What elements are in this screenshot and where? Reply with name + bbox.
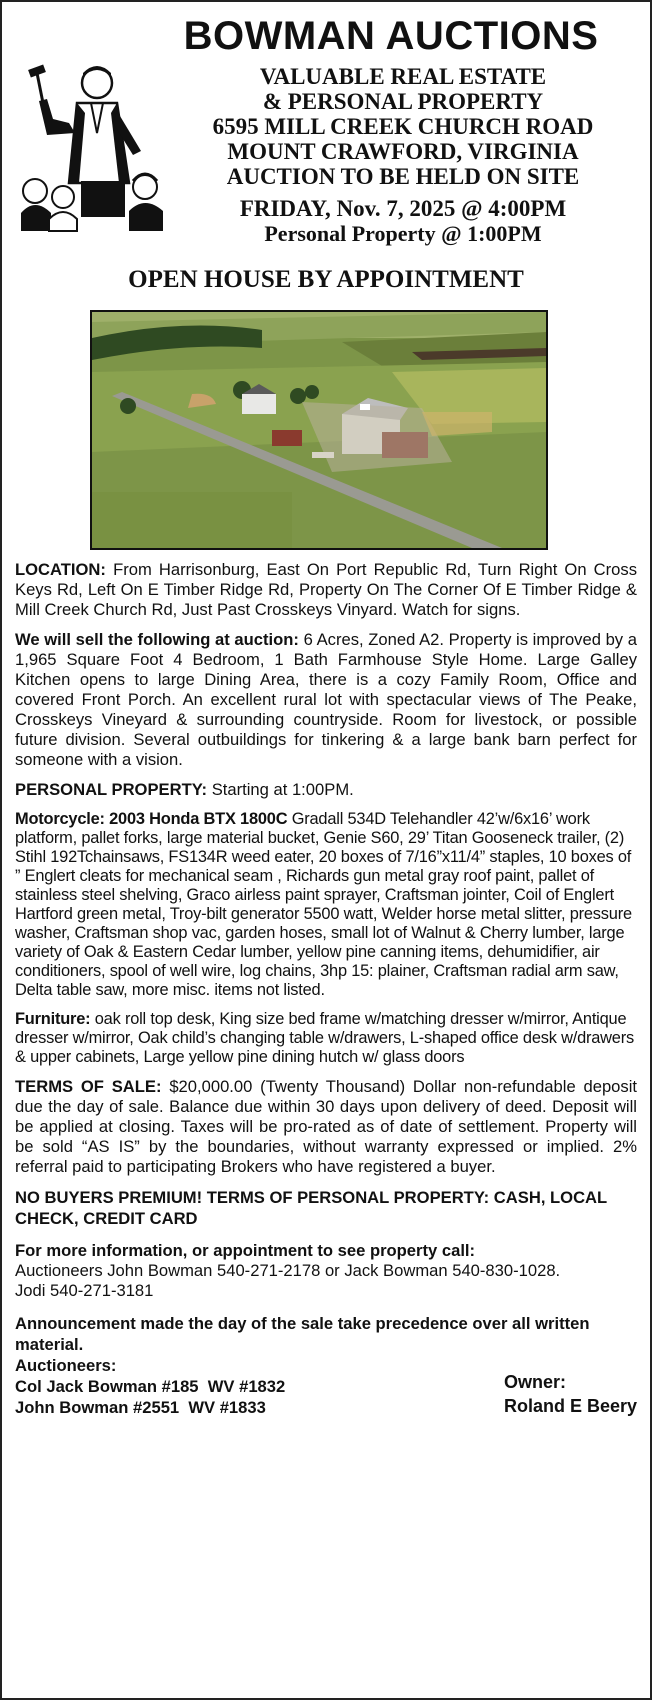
header-details — [175, 64, 631, 246]
sale-description-paragraph — [15, 630, 637, 770]
header — [15, 8, 637, 270]
header-line-real-estate: VALUABLE REAL ESTATE — [259, 64, 547, 89]
equipment-list: Gradall 534D Telehandler 42’w/6x16’ work platform, pallet forks, large material bucket, Genie S60, 29’ Titan Gooseneck trailer, (2) Stihl 192Tchainsaws, FS134R weed eater, 20 boxes of 7/16”x11/4” staples, 10 boxes of ” Englert cleats for mechanical seam , Richards gun metal gray roof paint, pallet of stainless steel shelving, Graco airless paint sprayer, Craftsman jointer, Coil of Englert Hartford green metal, Troy-bilt generator 5500 watt, Welder horse metal slitter, pressure washer, Craftsman shop vac, garden hoses, small lot of Walnut & Cherry lumber, large variety of Oak & Eastern Cedar lumber, yellow pine canning items, dehumidifier, air conditioners, spool of well wire, log chains, 3hp 15: plainer, Craftsman radial arm saw, Delta table saw, more misc. items not listed. — [15, 810, 632, 999]
header-address-city: MOUNT CRAWFORD, VIRGINIA — [227, 139, 579, 164]
furniture-label: Furniture: — [15, 1010, 91, 1028]
no-premium-notice: NO BUYERS PREMIUM! TERMS OF PERSONAL PROPERTY: CASH, LOCAL CHECK, CREDIT CARD — [15, 1188, 607, 1228]
auction-date: FRIDAY, Nov. 7, 2025 @ 4:00PM — [239, 196, 567, 221]
personal-property-paragraph — [15, 780, 637, 800]
open-house-heading: OPEN HOUSE BY APPOINTMENT — [128, 266, 524, 293]
equipment-paragraph — [15, 810, 637, 1000]
auctioneer-jack-bowman: Col Jack Bowman #185 WV #1832 — [15, 1377, 286, 1396]
ad-body — [15, 560, 637, 1418]
location-text: From Harrisonburg, East On Port Republic Rd, Turn Right On Cross Keys Rd, Left On E Timber Ridge Rd, Property On The Corner Of E Timber Ridge & Mill Creek Church Rd, Just Past Crosskeys Vinyard. Watch for signs. — [15, 560, 637, 619]
personal-property-text: Starting at 1:00PM. — [207, 780, 354, 799]
personal-property-label: PERSONAL PROPERTY: — [15, 780, 208, 799]
aerial-property-photo — [90, 310, 548, 550]
location-paragraph — [15, 560, 637, 620]
sale-text: 6 Acres, Zoned A2. Property is improved by a 1,965 Square Foot 4 Bedroom, 1 Bath Farmhouse Style Home. Large Galley Kitchen opens to large Dining Area, there is a cozy Family Room, Office and covered Front Porch. An excellent rural lot with spectacular views of The Peake, Crosskeys Vineyard & surrounding countryside. Room for livestock, or possible future division. Several outbuildings for tinkering & a large bank barn perfect for someone with a vision. — [15, 630, 637, 769]
terms-paragraph — [15, 1077, 637, 1177]
terms-text: $20,000.00 (Twenty Thousand) Dollar non-refundable deposit due the day of sale. Balance due within 30 days upon delivery of deed. Deposit will be applied at closing. Taxes will be pro-rated as of date of settlement. Property will be sold “AS IS” by the boundaries, without warranty expressed or implied. 2% referral paid to participating Brokers who have registered a buyer. — [15, 1077, 637, 1176]
contact-paragraph — [15, 1241, 637, 1301]
owner-block — [504, 1370, 637, 1418]
sale-label: We will sell the following at auction: — [15, 630, 299, 649]
header-line-personal-property: & PERSONAL PROPERTY — [262, 89, 544, 114]
aerial-photo-illustration — [92, 312, 546, 548]
owner-label: Owner: — [503, 1372, 566, 1392]
auctioneer-john-bowman: John Bowman #2551 WV #1833 — [15, 1398, 266, 1417]
auctioneers-label: Auctioneers: — [15, 1356, 117, 1375]
motorcycle-label: Motorcycle: 2003 Honda BTX 1800C — [15, 810, 288, 828]
header-onsite-note: AUCTION TO BE HELD ON SITE — [226, 164, 580, 189]
owner-name: Roland E Beery — [503, 1396, 637, 1416]
furniture-paragraph — [15, 1010, 637, 1067]
contact-label: For more information, or appointment to see property call: — [15, 1241, 476, 1260]
location-label: LOCATION: — [15, 560, 106, 579]
personal-property-time: Personal Property @ 1:00PM — [264, 221, 542, 246]
contact-auctioneers: Auctioneers John Bowman 540-271-2178 or Jack Bowman 540-830-1028. — [15, 1261, 561, 1280]
company-title: BOWMAN AUCTIONS — [183, 14, 599, 58]
furniture-list: oak roll top desk, King size bed frame w/matching dresser w/mirror, Antique dresser w/mirror, Oak child’s changing table w/drawers, L-shaped office desk w/drawers & upper cabinets, Large yellow pine dining hutch w/ glass doors — [15, 1010, 634, 1066]
signature-block — [15, 1313, 637, 1418]
announcement-notice: Announcement made the day of the sale take precedence over all written material. — [15, 1314, 590, 1354]
contact-jodi: Jodi 540-271-3181 — [15, 1281, 154, 1300]
auctioneer-logo-illustration — [17, 63, 177, 233]
terms-label: TERMS OF SALE: — [15, 1077, 162, 1096]
header-address-street: 6595 MILL CREEK CHURCH ROAD — [212, 114, 594, 139]
